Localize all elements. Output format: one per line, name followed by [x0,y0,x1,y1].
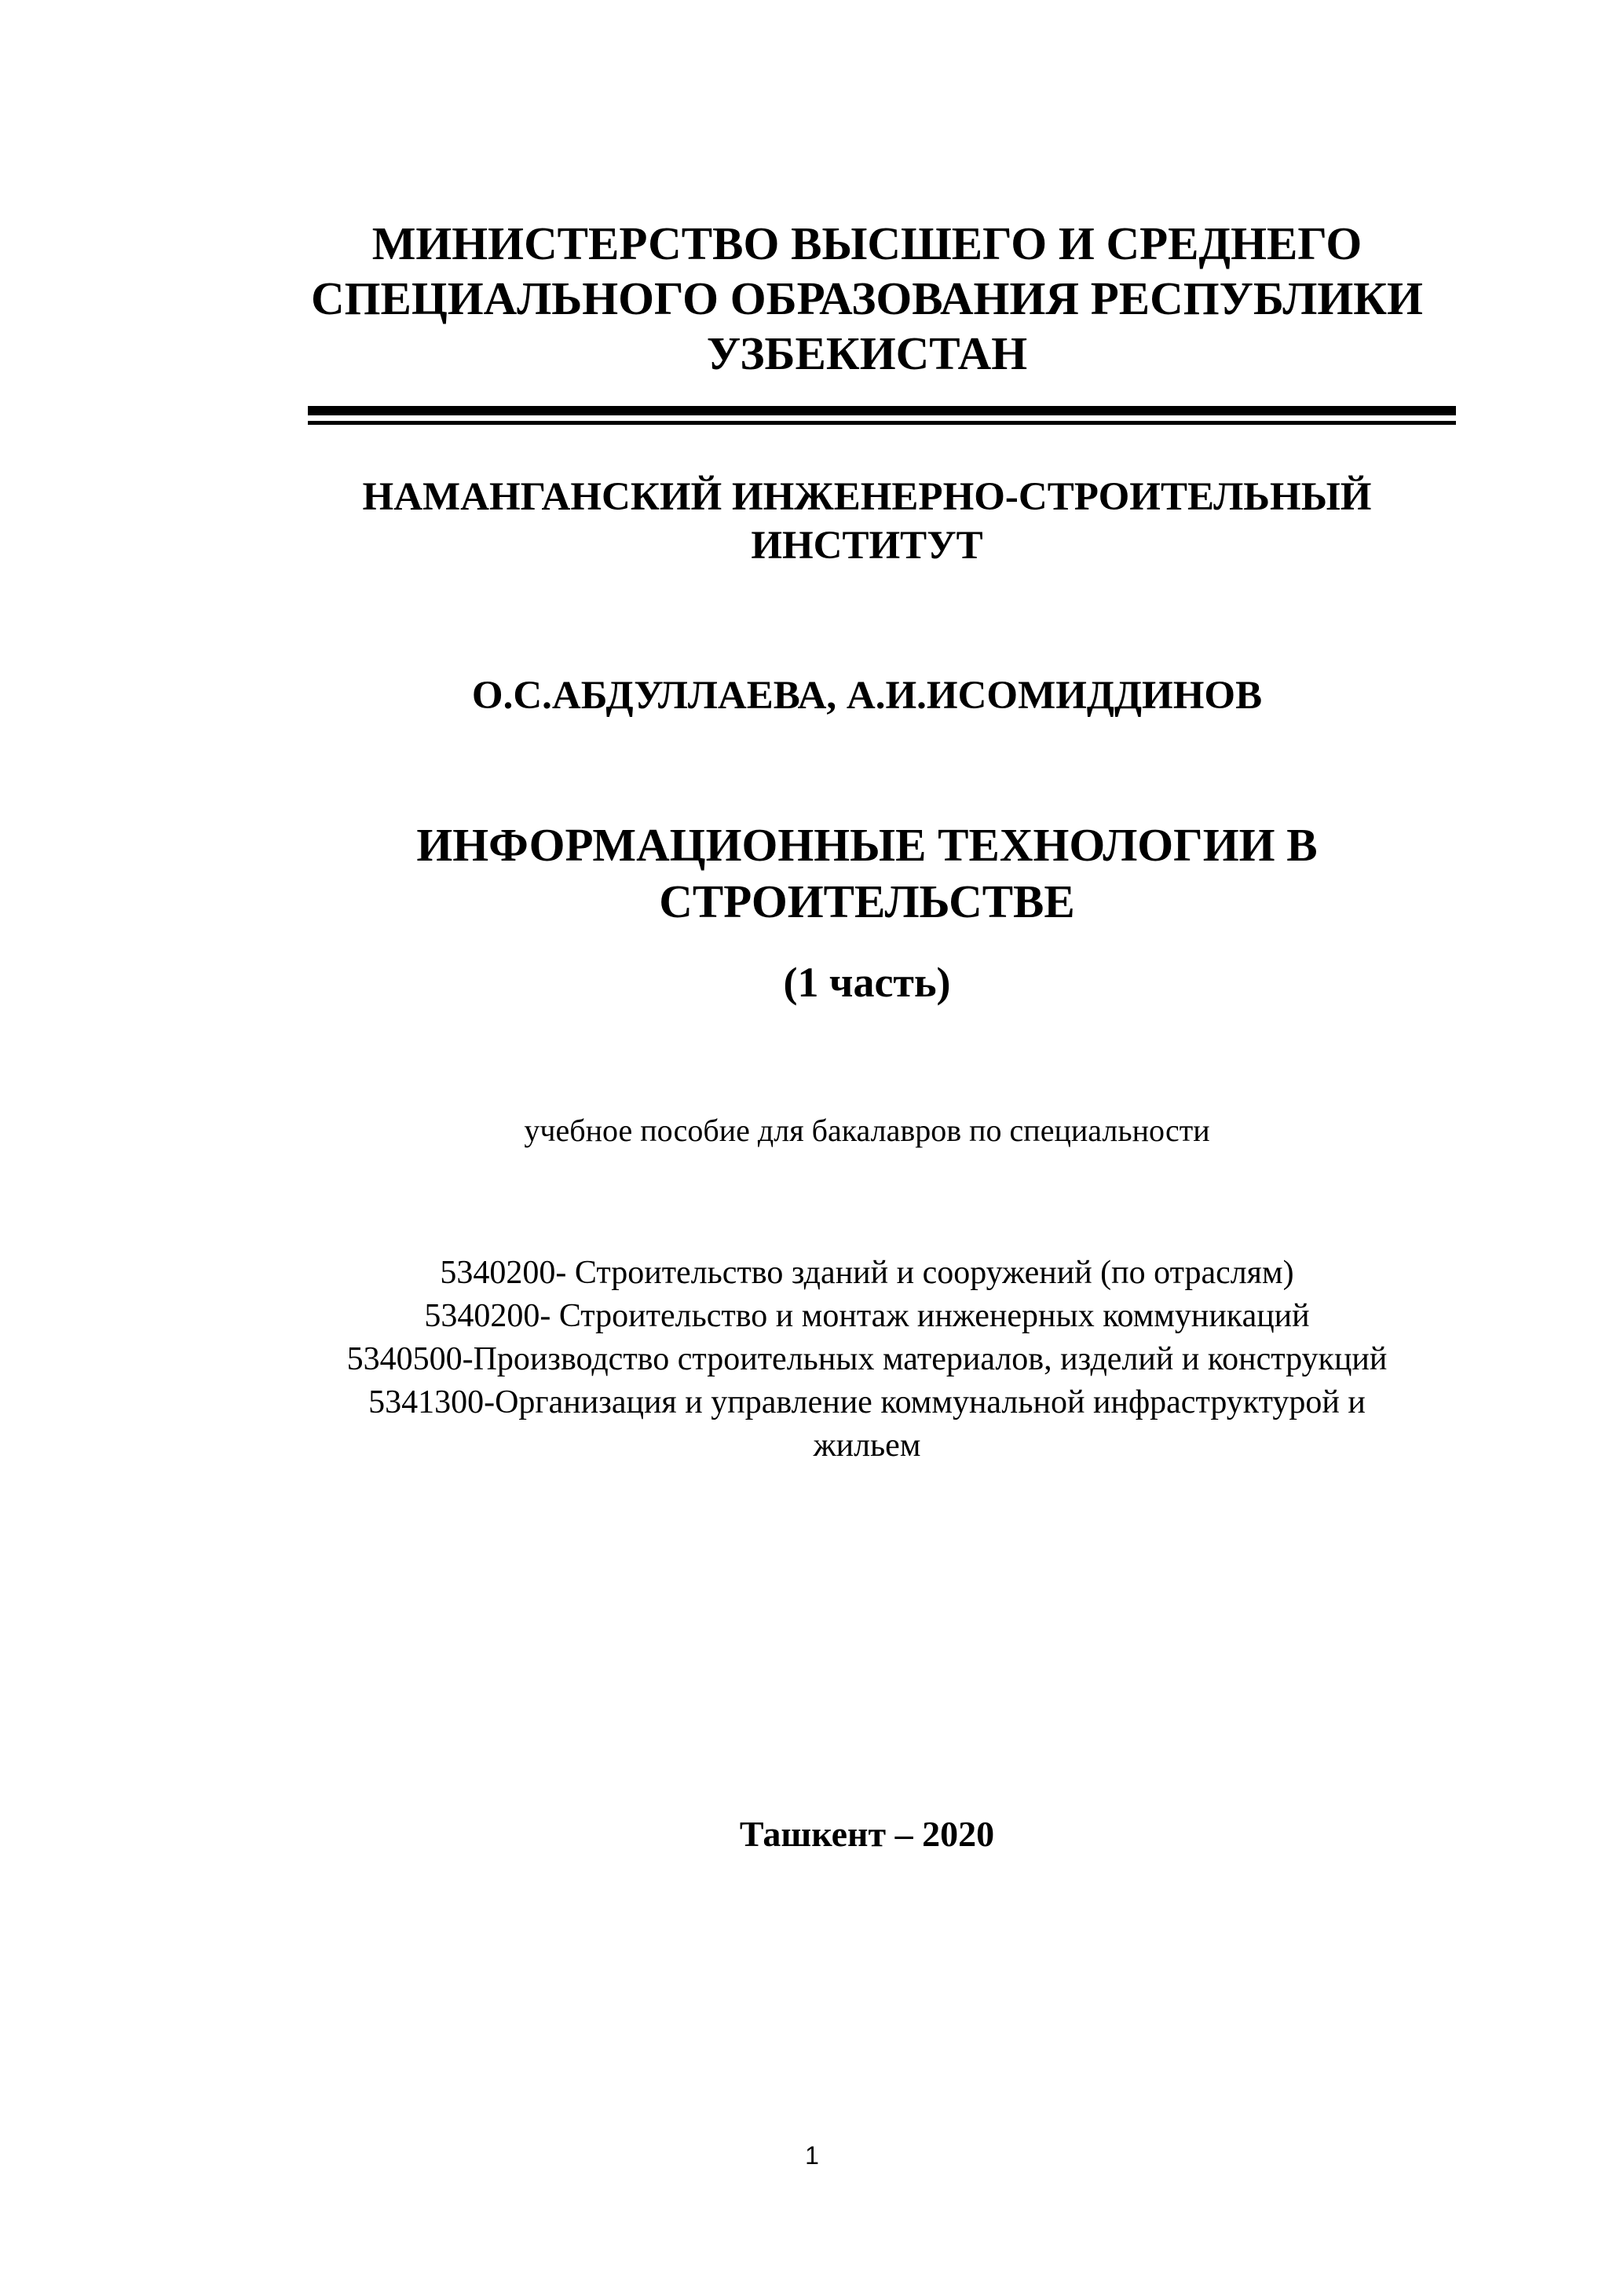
header-rule-thin [308,421,1456,425]
subtitle: учебное пособие для бакалавров по специальности [524,1113,1210,1148]
city-year: Ташкент – 2020 [739,1814,995,1854]
specialties-list [212,1252,1522,1468]
ministry-line: УЗБЕКИСТАН [706,327,1028,379]
title-line: СТРОИТЕЛЬСТВЕ [659,876,1075,927]
specialty-line: 5340200- Строительство и монтаж инженерных коммуникаций [424,1298,1310,1334]
ministry-line: МИНИСТЕРСТВО ВЫСШЕГО И СРЕДНЕГО [371,218,1362,269]
specialty-line: 5340200- Строительство зданий и сооружений (по отраслям) [440,1255,1294,1291]
specialty-line: жильем [813,1428,921,1464]
title-line: ИНФОРМАЦИОННЫЕ ТЕХНОЛОГИИ В [416,819,1318,871]
ministry-heading [212,216,1522,381]
institute-line: ИНСТИТУТ [751,524,983,568]
header-rule-thick [308,406,1456,415]
part-label: (1 часть) [783,959,951,1006]
institute-line: НАМАНГАНСКИЙ ИНЖЕНЕРНО-СТРОИТЕЛЬНЫЙ [362,475,1372,519]
document-title [212,817,1522,930]
authors: О.С.АБДУЛЛАЕВА, А.И.ИСОМИДДИНОВ [471,674,1263,718]
specialty-line: 5341300-Организация и управление коммунальной инфраструктурой и [368,1384,1366,1420]
page-number: 1 [805,2141,819,2170]
specialty-line: 5340500-Производство строительных материалов, изделий и конструкций [346,1341,1388,1377]
institute-heading [212,473,1522,570]
ministry-line: СПЕЦИАЛЬНОГО ОБРАЗОВАНИЯ РЕСПУБЛИКИ [311,272,1423,324]
